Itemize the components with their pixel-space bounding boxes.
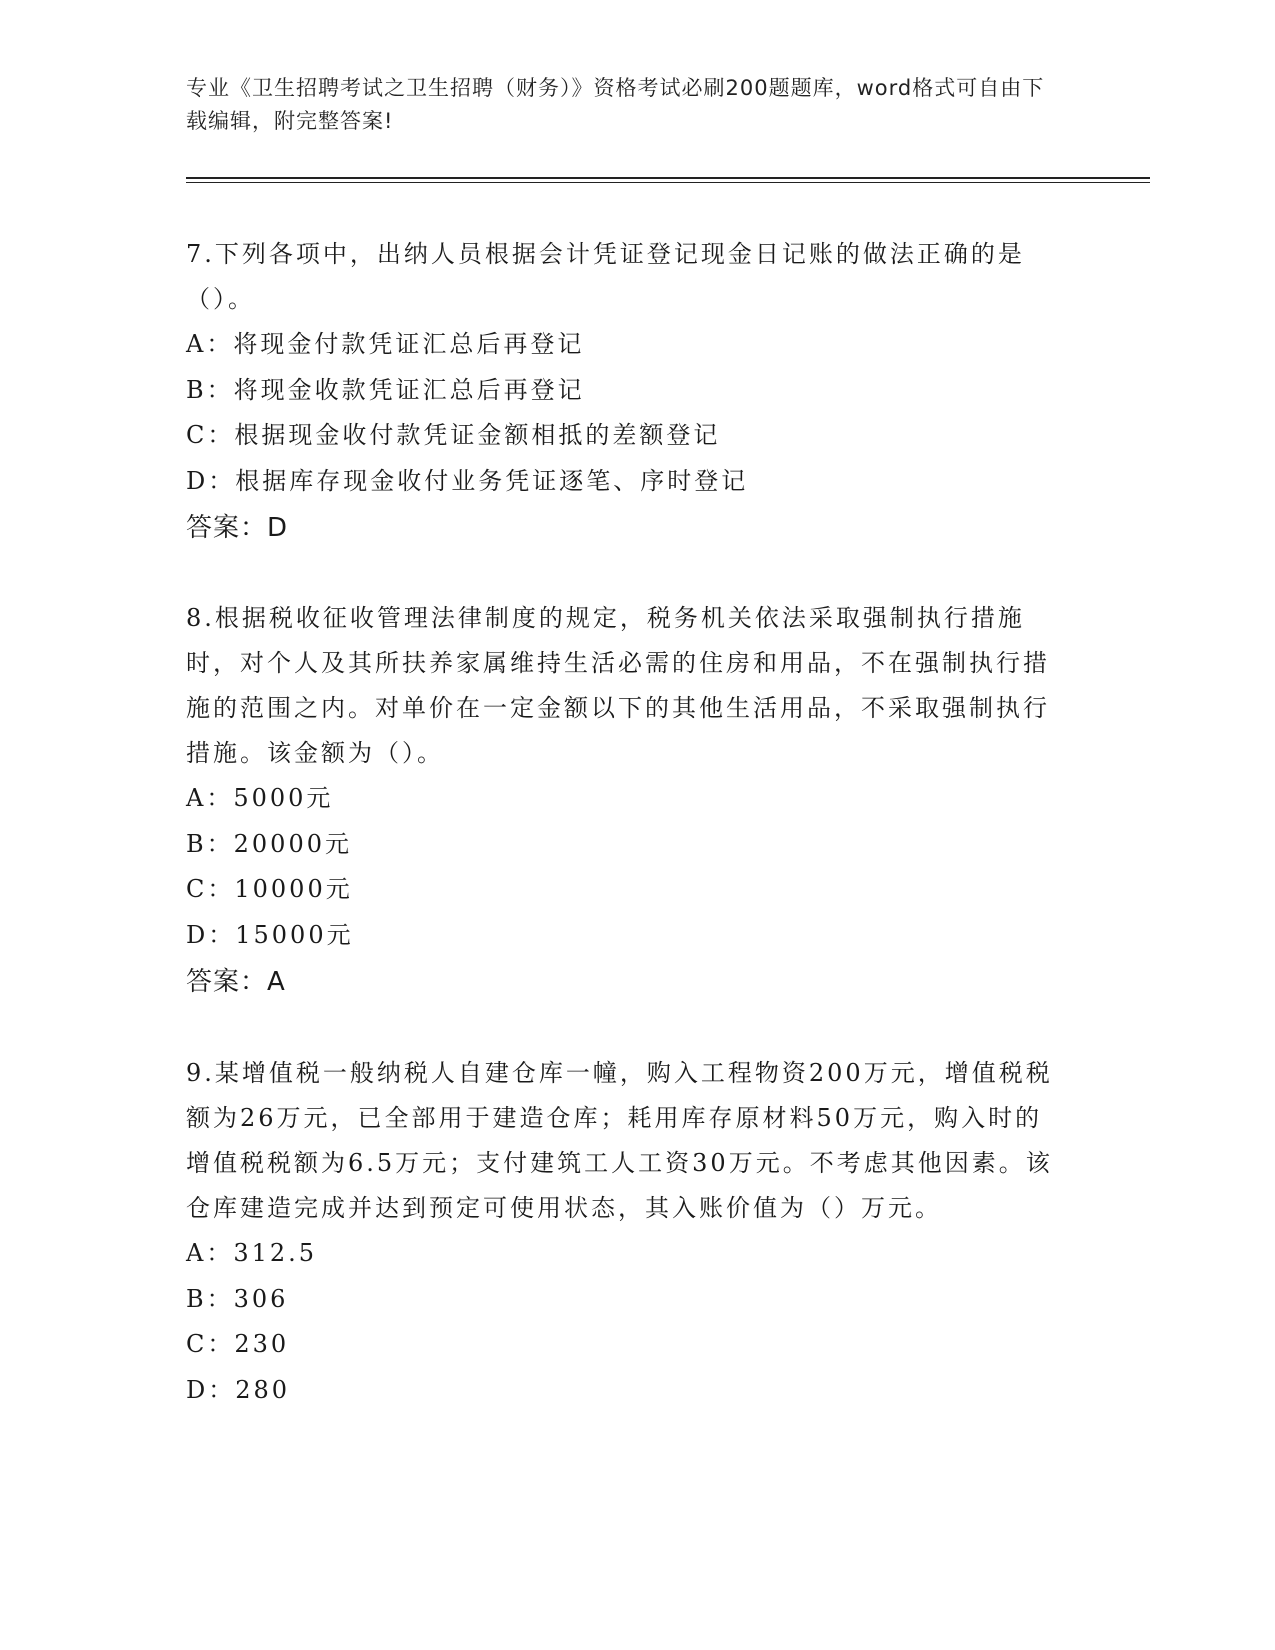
- question-stem: 7.下列各项中，出纳人员根据会计凭证登记现金日记账的做法正确的是（）。: [186, 240, 1025, 313]
- option-b: B：306: [186, 1284, 289, 1313]
- option-c: C：10000元: [186, 875, 353, 903]
- option-d: D：15000元: [186, 920, 354, 949]
- document-intro: 专业《卫生招聘考试之卫生招聘（财务）》资格考试必刷200题题库，word格式可自由下载编辑，附完整答案!: [186, 76, 1045, 133]
- option-d: D：280: [186, 1375, 291, 1404]
- option-b: B：将现金收款凭证汇总后再登记: [186, 375, 585, 404]
- option-a: A：312.5: [186, 1239, 318, 1267]
- question-stem: 9.某增值税一般纳税人自建仓库一幢，购入工程物资200万元，增值税税额为26万元，已全部用于建造仓库；耗用库存原材料50万元，购入时的增值税税额为6.5万元；支付建筑工人工资30万元。不考虑其他因素。该仓库建造完成并达到预定可使用状态，其入账价值为（）万元。: [186, 1059, 1053, 1222]
- header-divider-thin: [186, 182, 1150, 183]
- question-7: [186, 232, 1066, 552]
- question-stem: 8.根据税收征收管理法律制度的规定，税务机关依法采取强制执行措施时，对个人及其所扶养家属维持生活必需的住房和用品，不在强制执行措施的范围之内。对单价在一定金额以下的其他生活用品，不采取强制执行措施。该金额为（）。: [186, 604, 1050, 767]
- option-a: A：将现金付款凭证汇总后再登记: [186, 330, 585, 358]
- answer-line: 答案：D: [186, 513, 289, 543]
- option-c: C：根据现金收付款凭证金额相抵的差额登记: [186, 421, 721, 449]
- option-b: B：20000元: [186, 829, 352, 858]
- option-d: D：根据库存现金收付业务凭证逐笔、序时登记: [186, 466, 749, 495]
- header-divider-thick: [186, 177, 1150, 179]
- option-c: C：230: [186, 1330, 290, 1358]
- question-9: [186, 1051, 1066, 1413]
- answer-line: 答案：A: [186, 967, 286, 997]
- question-8: [186, 596, 1066, 1006]
- option-a: A：5000元: [186, 784, 334, 812]
